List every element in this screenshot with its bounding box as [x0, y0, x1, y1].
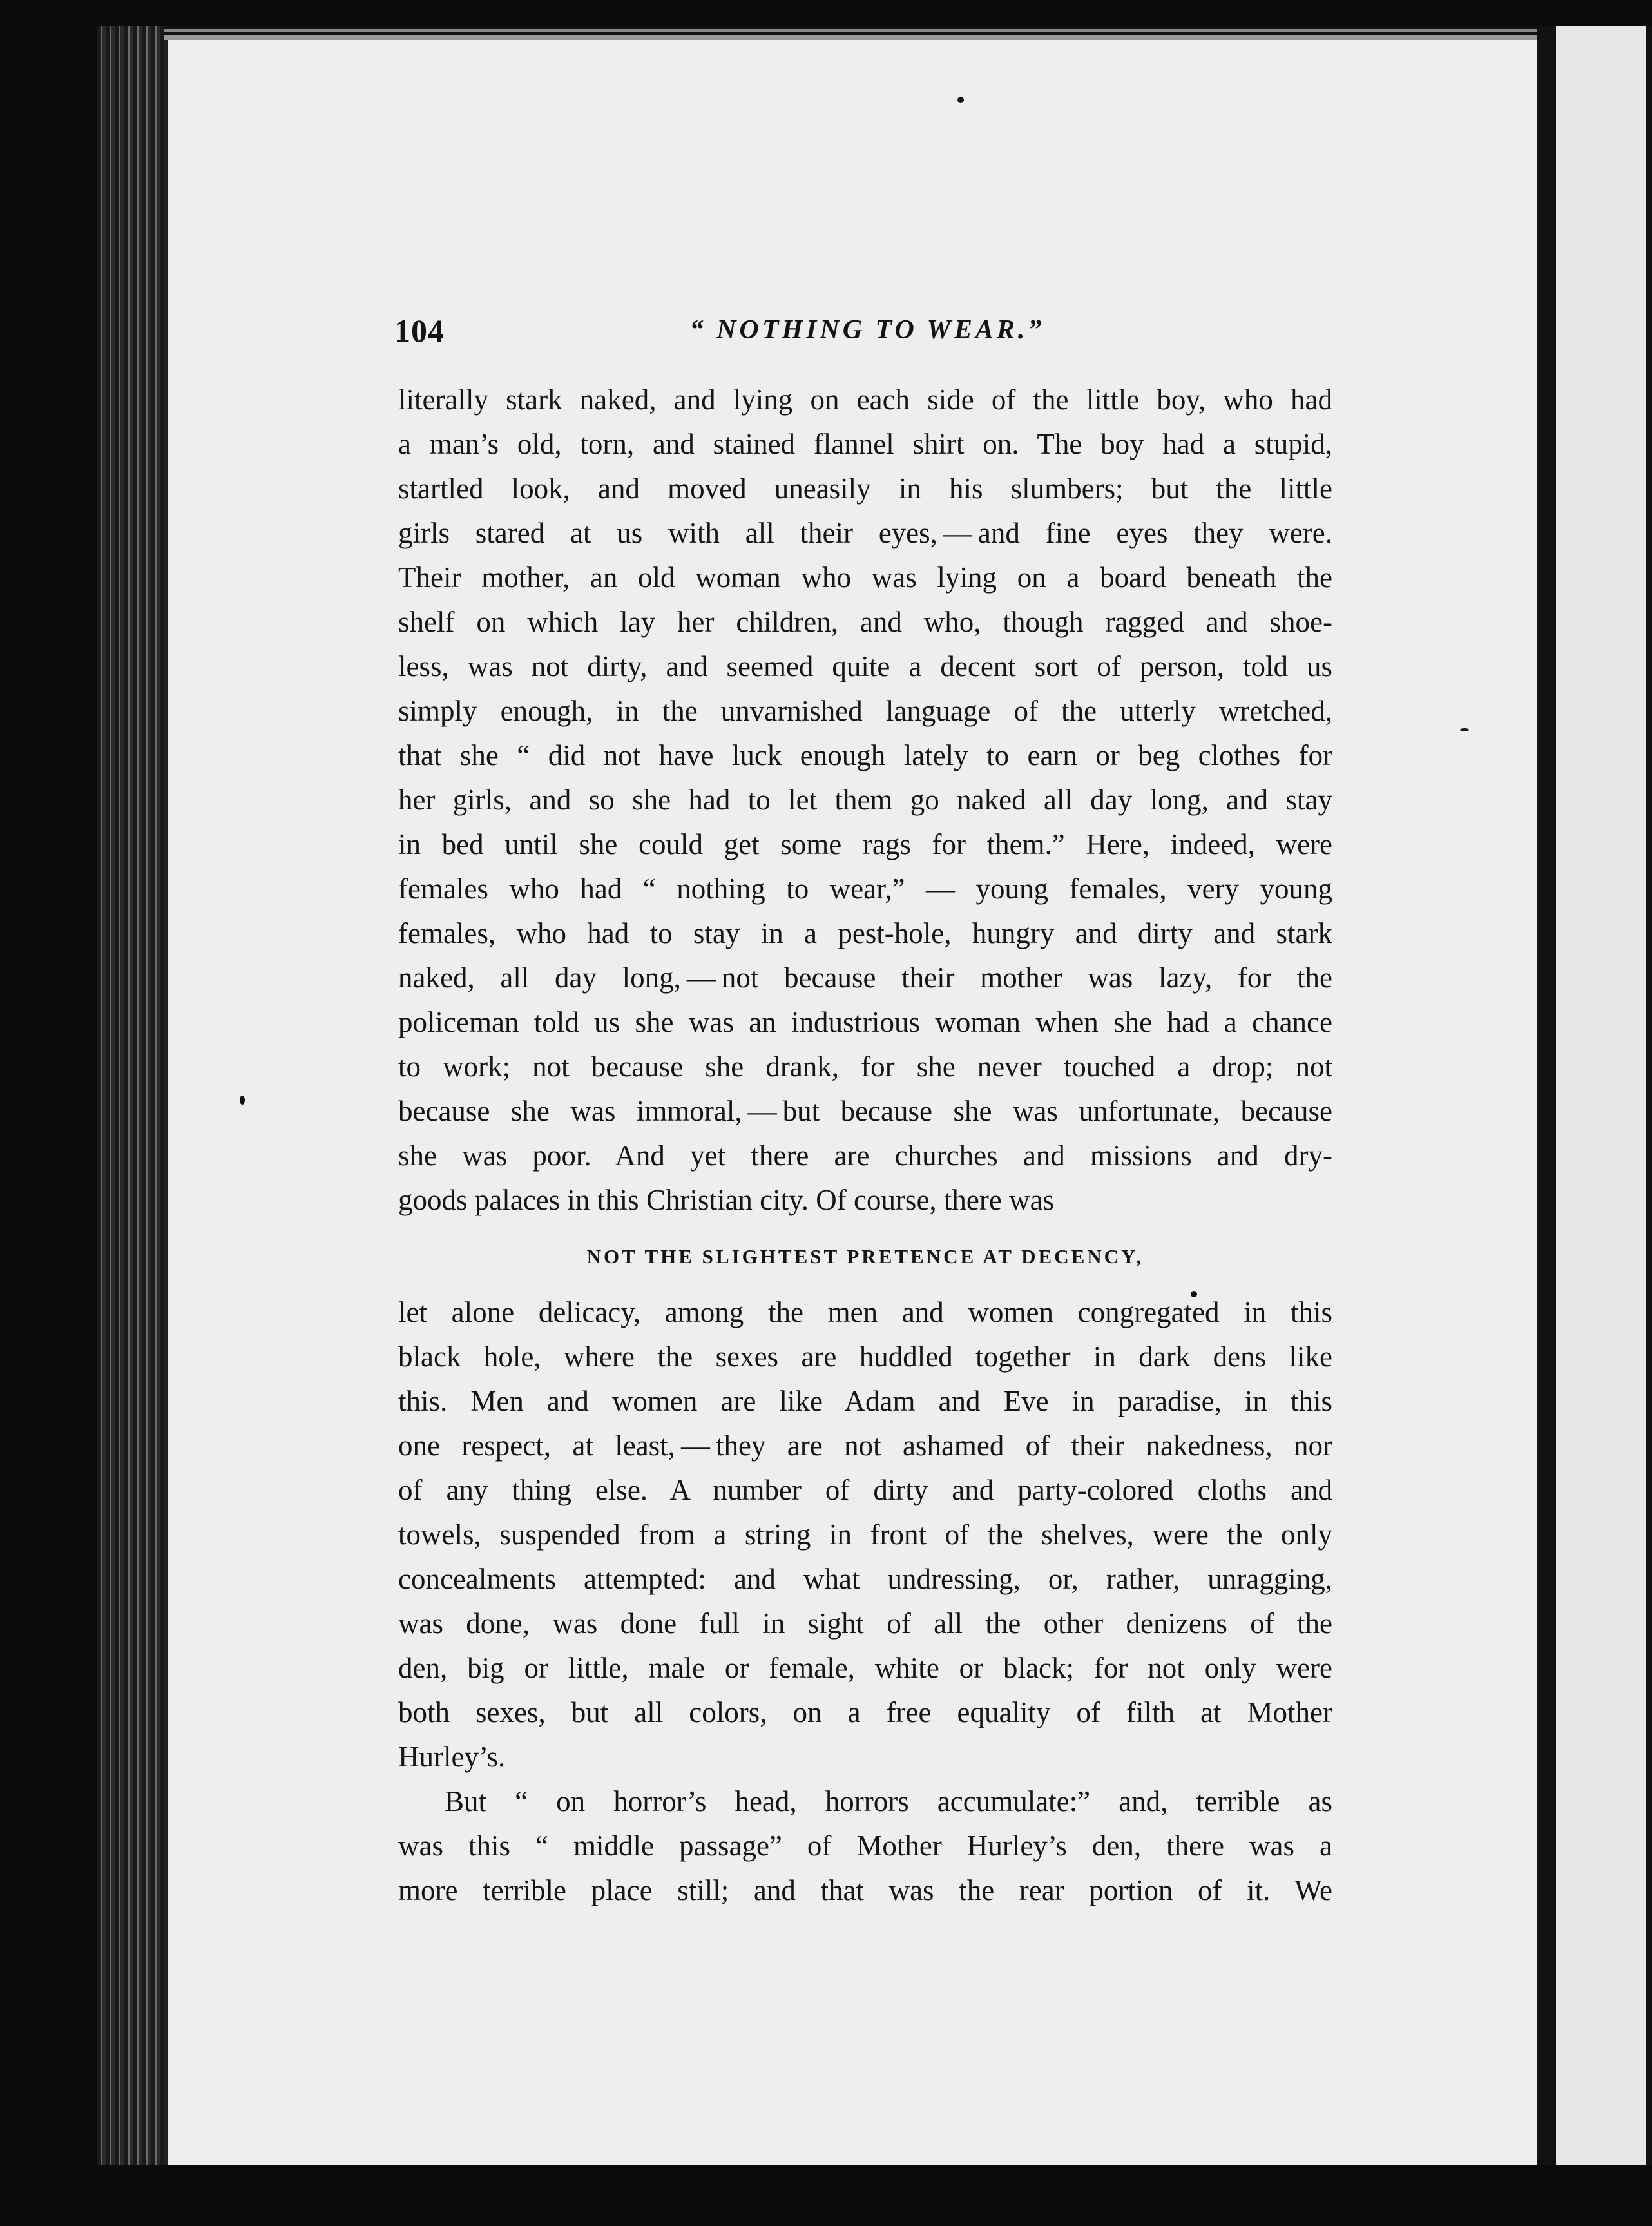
text-line: females who had “ nothing to wear,” — young females, very young	[398, 873, 1332, 905]
text-line: this. Men and women are like Adam and Eve in paradise, in this	[398, 1385, 1332, 1417]
facing-page-edge	[1537, 26, 1652, 2226]
text-line: females, who had to stay in a pest-hole, hungry and dirty and stark	[398, 917, 1332, 949]
ink-speck	[240, 1096, 245, 1105]
text-line: both sexes, but all colors, on a free equality of filth at Mother	[398, 1696, 1332, 1728]
text-line: a man’s old, torn, and stained flannel shirt on. The boy had a stupid,	[398, 428, 1332, 460]
text-line: to work; not because she drank, for she never touched a drop; not	[398, 1050, 1332, 1083]
text-line: startled look, and moved uneasily in his slumbers; but the little	[398, 472, 1332, 505]
text-line: let alone delicacy, among the men and women congregated in this	[398, 1296, 1332, 1328]
text-line: was done, was done full in sight of all the other denizens of the	[398, 1607, 1332, 1640]
text-line: of any thing else. A number of dirty and party-colored cloths and	[398, 1474, 1332, 1506]
paragraph-1	[398, 378, 1332, 1223]
running-head: “ NOTHING TO WEAR.”	[689, 315, 1045, 345]
text-line: den, big or little, male or female, white or black; for not only were	[398, 1652, 1332, 1684]
text-line: goods palaces in this Christian city. Of course, there was	[398, 1184, 1055, 1216]
text-line: policeman told us she was an industrious woman when she had a chance	[398, 1006, 1332, 1038]
ink-speck	[1460, 728, 1469, 731]
text-line: concealments attempted: and what undressing, or, rather, unragging,	[398, 1563, 1332, 1595]
ink-speck	[957, 97, 964, 103]
text-line: less, was not dirty, and seemed quite a decent sort of person, told us	[398, 650, 1332, 682]
text-line: But “ on horror’s head, horrors accumulate:” and, terrible as	[445, 1785, 1332, 1817]
section-subheading: NOT THE SLIGHTEST PRETENCE AT DECENCY,	[586, 1245, 1144, 1268]
paragraph-2	[398, 1290, 1332, 1779]
text-line: she was poor. And yet there are churches and missions and dry-	[398, 1139, 1332, 1172]
text-line: towels, suspended from a string in front of the shelves, were the only	[398, 1518, 1332, 1551]
page-top-edge	[164, 26, 1543, 40]
page-header	[394, 312, 1340, 352]
page-number: 104	[394, 313, 445, 349]
bottom-edge	[97, 2165, 1652, 2226]
text-line: because she was immoral, — but because she was unfortunate, because	[398, 1095, 1332, 1127]
body-text	[398, 378, 1332, 1913]
text-line: Their mother, an old woman who was lying on a board beneath the	[398, 561, 1332, 594]
text-line: literally stark naked, and lying on each side of the little boy, who had	[398, 383, 1332, 416]
paragraph-3	[398, 1779, 1332, 1913]
text-line: girls stared at us with all their eyes, — and fine eyes they were.	[398, 517, 1332, 549]
text-line: her girls, and so she had to let them go naked all day long, and stay	[398, 784, 1332, 816]
text-line: that she “ did not have luck enough lately to earn or beg clothes for	[398, 739, 1332, 771]
text-line: Hurley’s.	[398, 1741, 506, 1773]
text-line: black hole, where the sexes are huddled together in dark dens like	[398, 1340, 1332, 1373]
text-line: one respect, at least, — they are not ashamed of their nakedness, nor	[398, 1429, 1332, 1462]
book-edge-left	[97, 26, 168, 2172]
text-line: in bed until she could get some rags for them.” Here, indeed, were	[398, 828, 1332, 860]
text-line: naked, all day long, — not because their mother was lazy, for the	[398, 962, 1332, 994]
text-line: was this “ middle passage” of Mother Hurley’s den, there was a	[398, 1830, 1332, 1862]
text-line: more terrible place still; and that was the rear portion of it. We	[398, 1874, 1332, 1906]
text-line: simply enough, in the unvarnished language of the utterly wretched,	[398, 695, 1332, 727]
text-line: shelf on which lay her children, and who, though ragged and shoe-	[398, 606, 1332, 638]
